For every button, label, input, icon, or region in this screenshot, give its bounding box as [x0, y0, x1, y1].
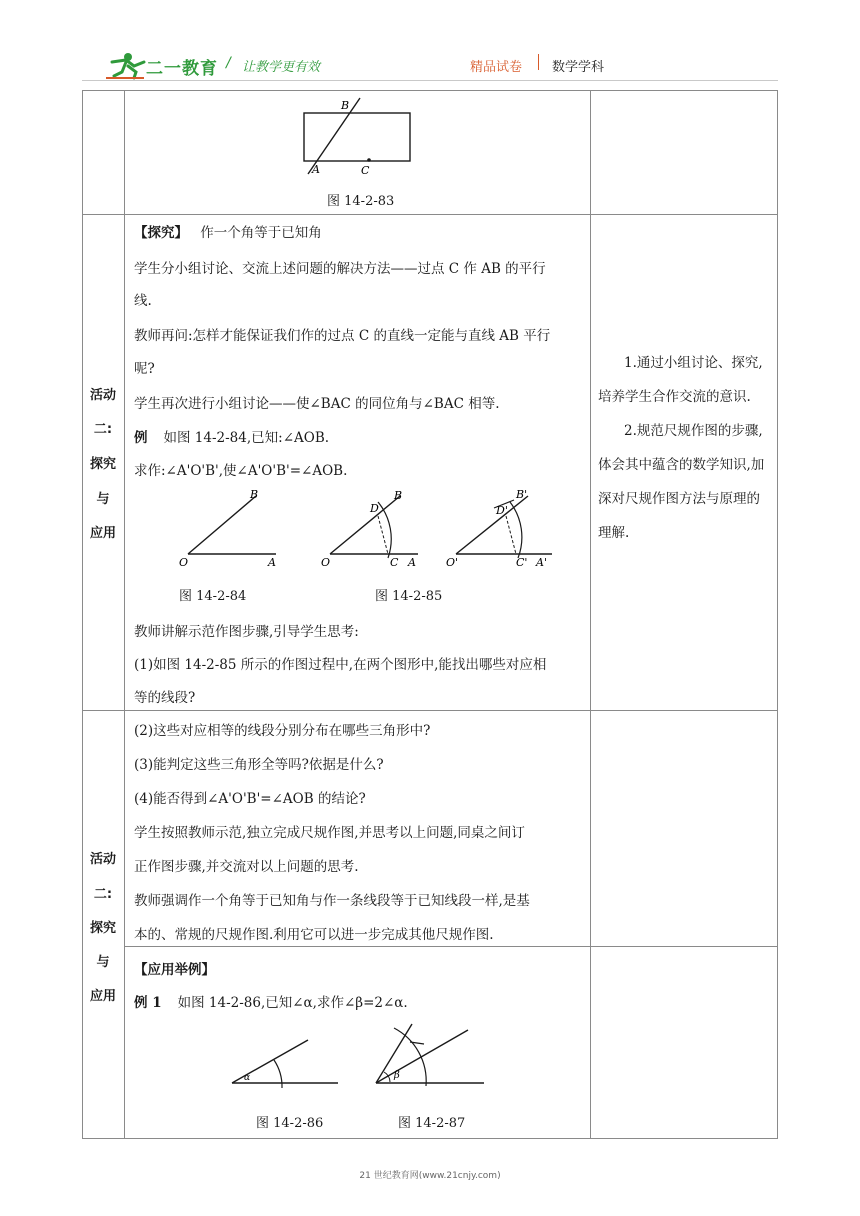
header-subject: 数学学科	[552, 60, 605, 75]
section-title	[134, 958, 215, 978]
header-rule	[82, 80, 778, 81]
teaching-note	[598, 346, 770, 550]
figure-14-2-85	[318, 486, 558, 570]
point-c-label: C	[390, 556, 399, 569]
paragraph: 教师再问:怎样才能保证我们作的过点 C 的直线一定能与直线 AB 平行	[134, 328, 551, 344]
point-o-prime-label: O'	[446, 556, 459, 569]
point-b-label: B	[341, 99, 350, 112]
header-category: 精品试卷	[470, 60, 523, 75]
figure-14-2-86	[226, 1030, 342, 1090]
paragraph: 学生分小组讨论、交流上述问题的解决方法——过点 C 作 AB 的平行	[134, 261, 546, 277]
example-text: 如图 14-2-86,已知∠α,求作∠β=2∠α.	[177, 995, 408, 1011]
note-item: 2.规范尺规作图的步骤,体会其中蕴含的数学知识,加深对尺规作图方法与原理的理解.	[598, 423, 765, 541]
section-topic: 作一个角等于已知角	[200, 225, 322, 241]
activity-label: 与	[96, 492, 110, 507]
paragraph: 学生按照教师示范,独立完成尺规作图,并思考以上问题,同桌之间订	[134, 825, 525, 841]
point-d-prime-label: D'	[496, 504, 508, 517]
example-line	[134, 991, 408, 1011]
figure-caption: 图 14-2-86	[256, 1116, 324, 1131]
activity-label: 活动	[89, 388, 116, 403]
activity-label: 二:	[93, 887, 113, 902]
figure-caption: 图 14-2-85	[375, 589, 443, 604]
question: (3)能判定这些三角形全等吗?依据是什么?	[134, 757, 384, 773]
paragraph: 正作图步骤,并交流对以上问题的思考.	[134, 859, 359, 875]
figure-caption: 图 14-2-87	[398, 1116, 466, 1131]
paragraph: 求作:∠A'O'B',使∠A'O'B'=∠AOB.	[134, 463, 348, 479]
point-c-label: C	[361, 164, 370, 176]
activity-label: 活动	[89, 852, 116, 867]
note-item: 1.通过小组讨论、探究,培养学生合作交流的意识.	[598, 355, 763, 405]
point-a-label: A	[312, 163, 320, 176]
header-separator	[538, 54, 539, 70]
explore-heading	[134, 221, 322, 241]
brand-name: 二一教育	[146, 59, 218, 79]
point-c-prime-label: C'	[516, 556, 528, 569]
section-title: 【探究】	[134, 225, 188, 241]
alpha-label: α	[244, 1073, 251, 1083]
paragraph: 线.	[134, 293, 152, 309]
activity-label: 与	[96, 955, 110, 970]
point-b-label: B	[250, 488, 259, 501]
apply-title: 【应用举例】	[134, 962, 215, 978]
paragraph: 教师讲解示范作图步骤,引导学生思考:	[134, 624, 359, 640]
point-d-label: D	[370, 502, 379, 515]
brand-slogan: 让教学更有效	[242, 60, 321, 75]
figure-14-2-87	[370, 1020, 488, 1092]
example-label: 例	[134, 430, 148, 446]
activity-label: 探究	[89, 921, 116, 936]
example-line	[134, 426, 329, 446]
example-text: 如图 14-2-84,已知:∠AOB.	[163, 430, 330, 446]
paragraph: 教师强调作一个角等于已知角与作一条线段等于已知线段一样,是基	[134, 893, 530, 909]
paragraph: 呢?	[134, 361, 155, 377]
question: (2)这些对应相等的线段分别分布在哪些三角形中?	[134, 723, 431, 739]
figure-14-2-84	[176, 486, 282, 570]
question: (1)如图 14-2-85 所示的作图过程中,在两个图形中,能找出哪些对应相	[134, 657, 547, 673]
activity-label: 应用	[89, 526, 116, 541]
figure-14-2-83	[296, 96, 418, 176]
activity-label: 探究	[89, 457, 116, 472]
paragraph: 本的、常规的尺规作图.利用它可以进一步完成其他尺规作图.	[134, 927, 494, 943]
point-b-prime-label: B'	[516, 488, 528, 501]
activity-label: 二:	[93, 422, 113, 437]
point-a-label: A	[268, 556, 276, 569]
paragraph: 学生再次进行小组讨论——使∠BAC 的同位角与∠BAC 相等.	[134, 396, 500, 412]
question: 等的线段?	[134, 690, 196, 706]
page-footer: 21 世纪教育网(www.21cnjy.com)	[359, 1171, 501, 1181]
figure-caption: 图 14-2-83	[327, 194, 395, 209]
point-a-label: A	[408, 556, 416, 569]
point-o-label: O	[321, 556, 331, 569]
point-b-label: B	[394, 489, 403, 502]
point-a-prime-label: A'	[536, 556, 547, 569]
figure-caption: 图 14-2-84	[179, 589, 247, 604]
activity-label: 应用	[89, 989, 116, 1004]
header-divider: /	[226, 55, 231, 71]
beta-label: β	[394, 1070, 400, 1081]
point-o-label: O	[179, 556, 189, 569]
example-label: 例 1	[134, 995, 162, 1011]
question: (4)能否得到∠A'O'B'=∠AOB 的结论?	[134, 791, 366, 807]
